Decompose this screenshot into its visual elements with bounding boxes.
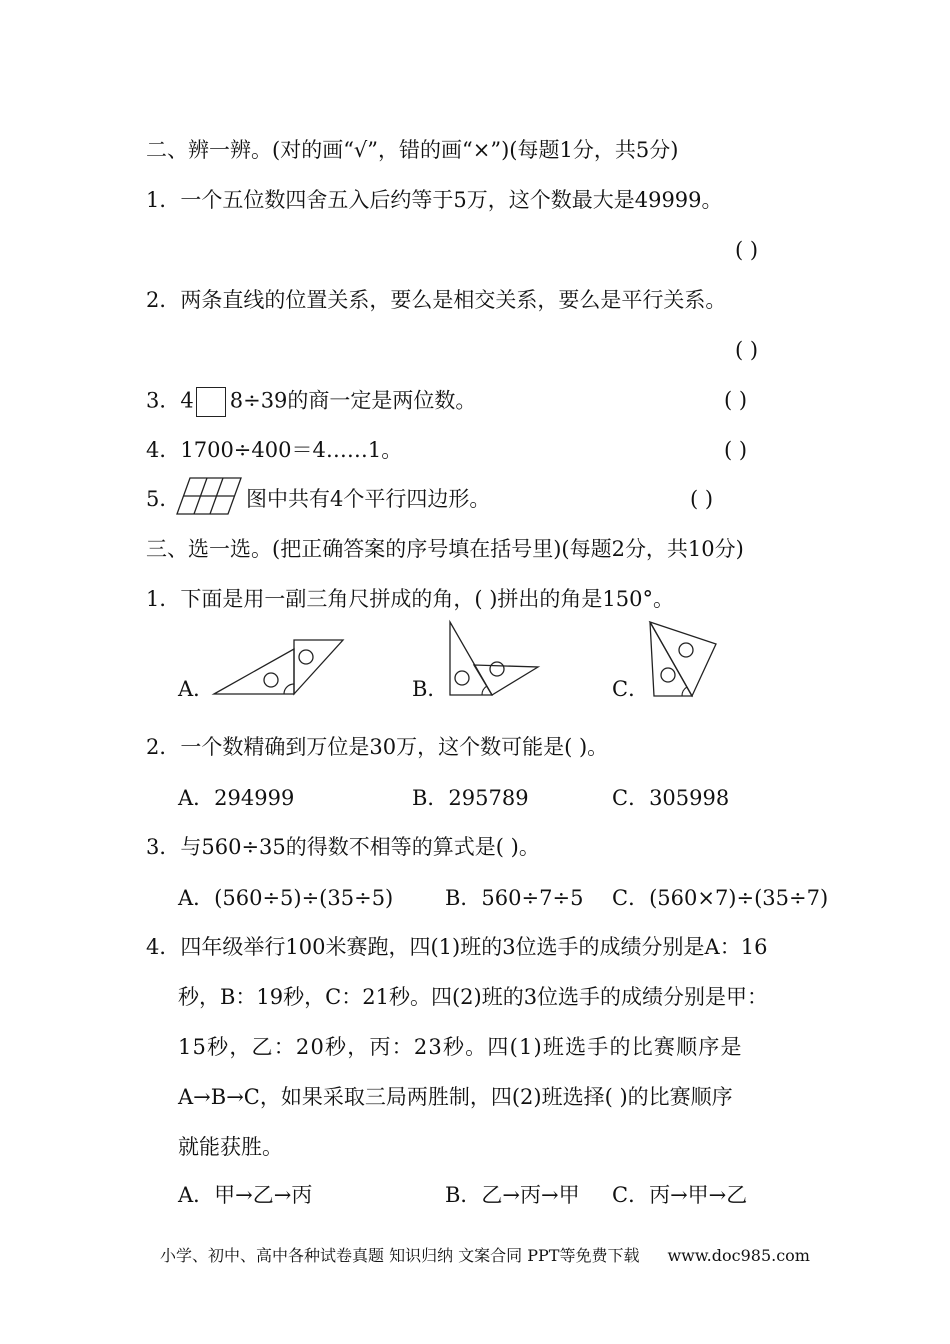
s2-q4-answer-paren[interactable]: ( ) <box>724 438 748 462</box>
section2-title: 二、辨一辨。(对的画“√”，错的画“×”)(每题1分，共5分) <box>146 138 679 162</box>
s2-q1-answer-paren[interactable]: ( ) <box>735 238 759 262</box>
s2-q3-text <box>146 387 476 417</box>
s3-q4-option-a[interactable]: A．甲→乙→丙 <box>178 1183 313 1207</box>
s3-q4-option-c[interactable]: C．丙→甲→乙 <box>612 1183 748 1207</box>
s2-q5-prefix: 5． <box>146 487 181 511</box>
s3-q1-option-a[interactable]: A． <box>178 677 215 701</box>
s3-q1-option-c[interactable]: C． <box>612 677 650 701</box>
s3-q4-line-2: 秒，B：19秒，C：21秒。四(2)班的3位选手的成绩分别是甲： <box>178 985 769 1009</box>
s3-q3-option-a[interactable]: A．(560÷5)÷(35÷5) <box>178 886 394 910</box>
s2-q5-suffix: 图中共有4个平行四边形。 <box>246 487 491 511</box>
s3-q4-option-b[interactable]: B．乙→丙→甲 <box>445 1183 580 1207</box>
parallelogram-figure <box>177 476 241 516</box>
s3-q2-option-a[interactable]: A．294999 <box>178 786 295 810</box>
s3-q4-line-4: A→B→C，如果采取三局两胜制，四(2)班选择( )的比赛顺序 <box>178 1085 733 1109</box>
set-square-figure-b <box>446 621 541 697</box>
s2-q4-text: 4．1700÷400＝4……1。 <box>146 438 403 462</box>
s2-q2-answer-paren[interactable]: ( ) <box>735 338 759 362</box>
s3-q2-option-b[interactable]: B．295789 <box>412 786 529 810</box>
s2-q2-text: 2．两条直线的位置关系，要么是相交关系，要么是平行关系。 <box>146 288 727 312</box>
set-square-figure-c <box>648 620 718 698</box>
s3-q4-line-1: 4．四年级举行100米赛跑，四(1)班的3位选手的成绩分别是A：16 <box>146 935 768 959</box>
section3-title: 三、选一选。(把正确答案的序号填在括号里)(每题2分，共10分) <box>146 537 744 561</box>
s3-q3-text: 3．与560÷35的得数不相等的算式是( )。 <box>146 835 540 859</box>
s3-q2-text: 2．一个数精确到万位是30万，这个数可能是( )。 <box>146 735 609 759</box>
s2-q5-answer-paren[interactable]: ( ) <box>690 487 714 511</box>
s3-q1-text: 1．下面是用一副三角尺拼成的角，( )拼出的角是150°。 <box>146 587 675 611</box>
s3-q3-option-c[interactable]: C．(560×7)÷(35÷7) <box>612 886 829 910</box>
footer-text: 小学、初中、高中各种试卷真题 知识归纳 文案合同 PPT等免费下载 <box>160 1246 640 1265</box>
s3-q2-option-c[interactable]: C．305998 <box>612 786 730 810</box>
s2-q3-digit-box[interactable] <box>196 387 226 417</box>
s2-q3-answer-paren[interactable]: ( ) <box>724 388 748 412</box>
s2-q3-suffix: 8÷39的商一定是两位数。 <box>229 388 477 413</box>
set-square-figure-a <box>214 639 344 695</box>
s3-q3-option-b[interactable]: B．560÷7÷5 <box>445 886 584 910</box>
footer-url-link[interactable]: www.doc985.com <box>667 1246 810 1265</box>
s3-q4-line-3: 15秒，乙：20秒，丙：23秒。四(1)班选手的比赛顺序是 <box>178 1035 743 1059</box>
s3-q4-line-5: 就能获胜。 <box>178 1135 283 1159</box>
page-footer <box>160 1246 810 1266</box>
s2-q1-text: 1．一个五位数四舍五入后约等于5万，这个数最大是49999。 <box>146 188 723 212</box>
s2-q3-prefix: 3．4 <box>146 388 194 413</box>
s3-q1-option-b[interactable]: B． <box>412 677 449 701</box>
